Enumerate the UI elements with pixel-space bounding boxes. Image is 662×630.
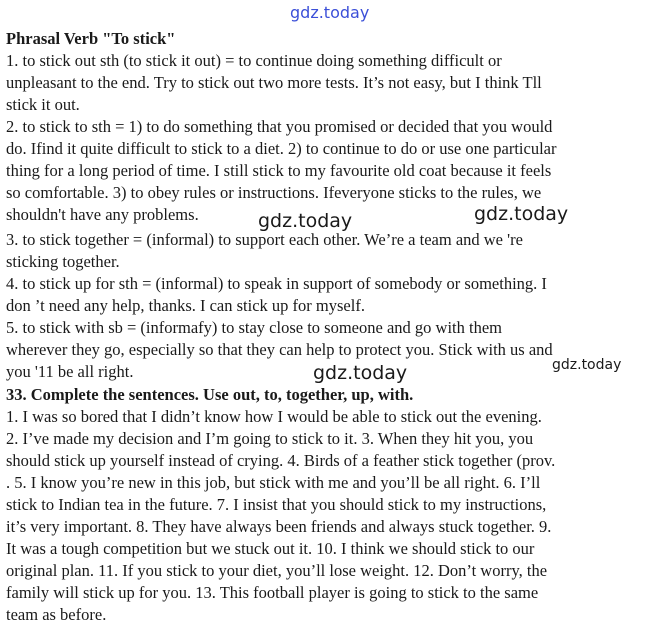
text-line: team as before.: [6, 605, 107, 624]
watermark: gdz.today: [552, 357, 622, 373]
text-line: thing for a long period of time. I still stick to my favourite old coat because it feels: [6, 161, 552, 180]
text-line: don ’t need any help, thanks. I can stick up for myself.: [6, 296, 365, 315]
text-line: so comfortable. 3) to obey rules or instructions. Ifeveryone sticks to the rules, we: [6, 183, 542, 202]
text-line: 2. to stick to sth = 1) to do something that you promised or decided that you would: [6, 117, 553, 136]
text-line: family will stick up for you. 13. This football player is going to stick to the same: [6, 583, 539, 602]
text-line: 1. to stick out sth (to stick it out) = to continue doing something difficult or: [6, 51, 502, 70]
text-line: 4. to stick up for sth = (informal) to speak in support of somebody or something. I: [6, 274, 547, 293]
text-line: shouldn't have any problems.: [6, 205, 199, 224]
text-line: It was a tough competition but we stuck out it. 10. I think we should stick to our: [6, 539, 535, 558]
text-line: you '11 be all right.: [6, 362, 134, 381]
text-line: 2. I’ve made my decision and I’m going to stick to it. 3. When they hit you, you: [6, 429, 534, 448]
text-line: stick it out.: [6, 95, 80, 114]
text-line: 3. to stick together = (informal) to support each other. We’re a team and we 're: [6, 230, 523, 249]
section-title: Phrasal Verb "To stick": [6, 29, 176, 48]
watermark: gdz.today: [258, 210, 353, 232]
text-line: 5. to stick with sb = (informafy) to stay close to someone and go with them: [6, 318, 502, 337]
text-line: it’s very important. 8. They have always been friends and always stuck together. 9.: [6, 517, 552, 536]
watermark: gdz.today: [290, 3, 370, 22]
text-line: do. Ifind it quite difficult to stick to a diet. 2) to continue to do or use one particular: [6, 139, 557, 158]
text-line: wherever they go, especially so that they can help to protect you. Stick with us and: [6, 340, 553, 359]
text-line: original plan. 11. If you stick to your diet, you’ll lose weight. 12. Don’t worry, the: [6, 561, 548, 580]
text-line: . 5. I know you’re new in this job, but stick with me and you’ll be all right. 6. I’ll: [6, 473, 541, 492]
watermark: gdz.today: [474, 203, 569, 225]
text-line: stick to Indian tea in the future. 7. I insist that you should stick to my instructions,: [6, 495, 547, 514]
text-line: sticking together.: [6, 252, 120, 271]
watermark: gdz.today: [313, 362, 408, 384]
text-line: should stick up yourself instead of crying. 4. Birds of a feather stick together (prov.: [6, 451, 556, 470]
text-line: unpleasant to the end. Try to stick out two more tests. It’s not easy, but I think Tll: [6, 73, 542, 92]
text-line: 1. I was so bored that I didn’t know how I would be able to stick out the evening.: [6, 407, 542, 426]
exercise-title: 33. Complete the sentences. Use out, to, together, up, with.: [6, 385, 414, 404]
